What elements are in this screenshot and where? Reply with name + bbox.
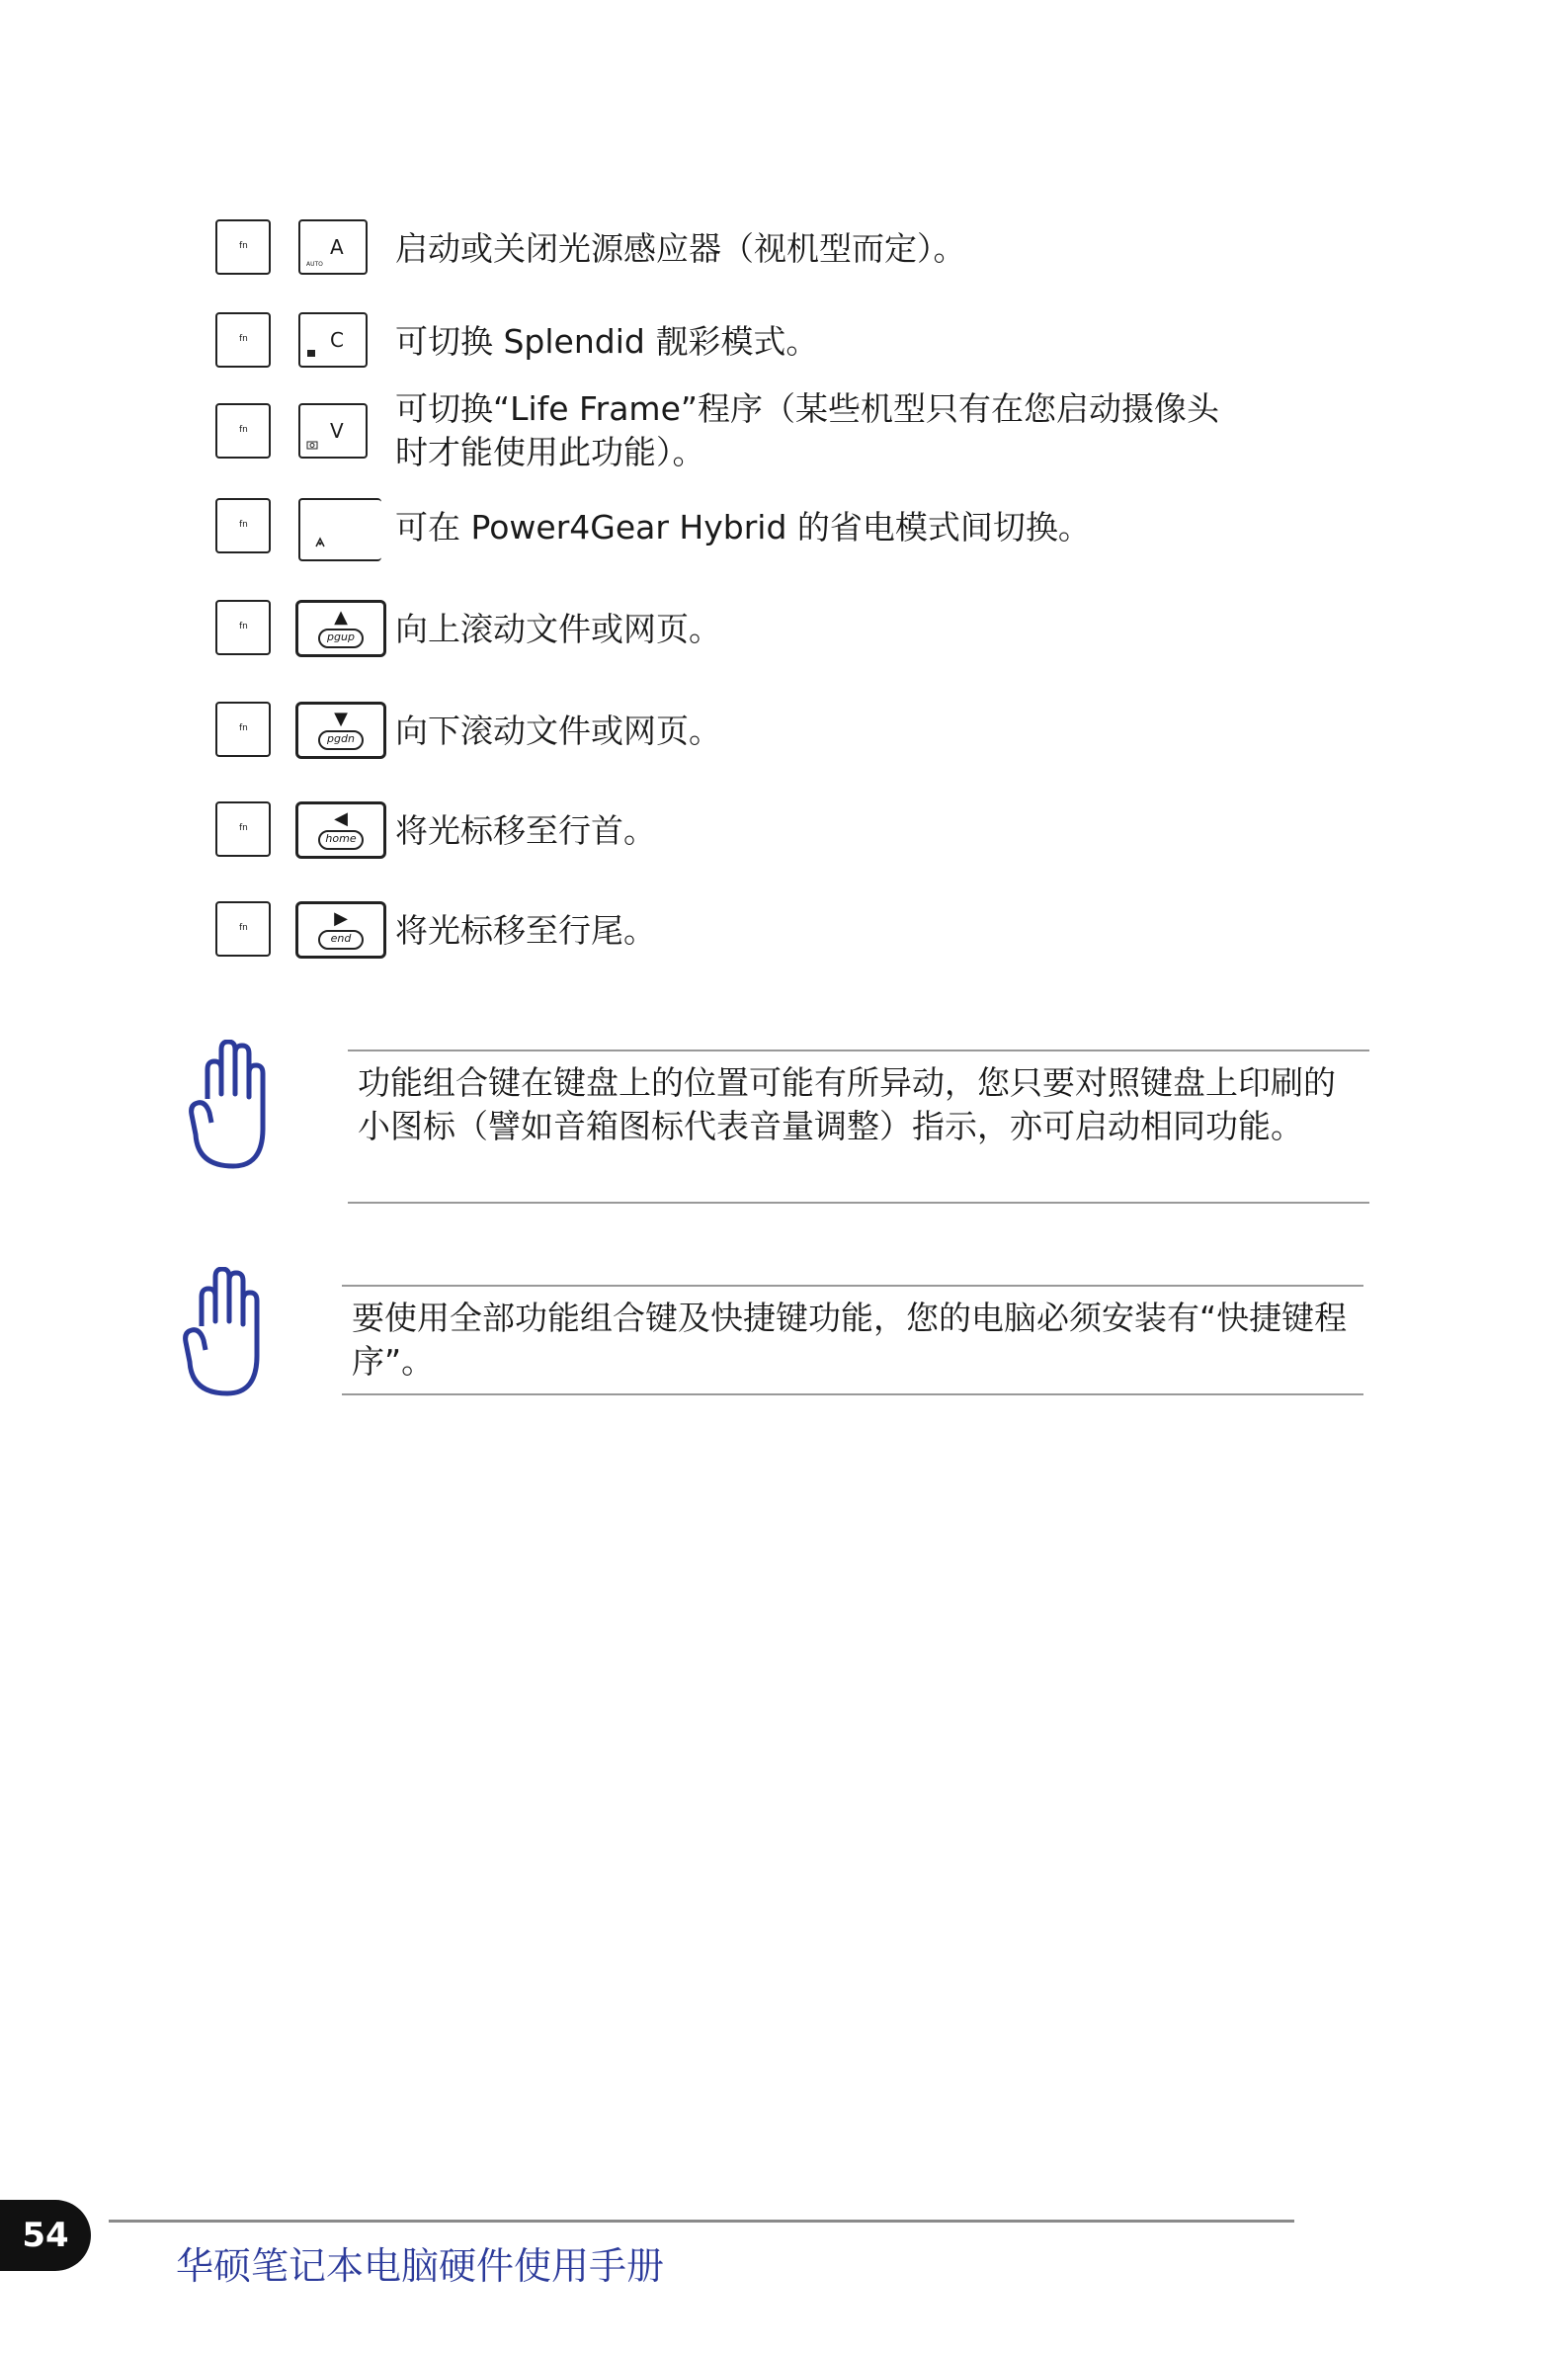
shortcut-row-home xyxy=(215,801,1401,871)
fn-key-label: fn xyxy=(239,425,248,435)
shortcut-row-splendid xyxy=(215,312,1401,381)
key-v xyxy=(298,403,368,459)
shortcut-description: 可切换“Life Frame”程序（某些机型只有在您启动摄像头 xyxy=(395,389,1219,428)
footer-rule xyxy=(109,2220,1294,2223)
fn-key xyxy=(215,219,271,275)
auto-sensor-icon: AUTO xyxy=(306,261,323,268)
home-label: home xyxy=(318,830,364,850)
fn-key xyxy=(215,600,271,655)
end-label: end xyxy=(318,930,364,950)
shortcut-row-light-sensor xyxy=(215,219,1401,289)
key-a-letter: A xyxy=(330,235,344,259)
splendid-icon xyxy=(306,349,316,362)
shortcut-row-pgdn xyxy=(215,702,1401,771)
fn-key xyxy=(215,801,271,857)
hand-icon xyxy=(182,1267,277,1409)
note-text-box xyxy=(342,1285,1363,1395)
shortcut-row-pgup xyxy=(215,600,1401,669)
shortcut-row-power4gear xyxy=(215,498,1401,567)
fn-key-label: fn xyxy=(239,520,248,530)
page-number: 54 xyxy=(0,2200,91,2271)
key-c xyxy=(298,312,368,368)
footer-title: 华硕笔记本电脑硬件使用手册 xyxy=(176,2244,665,2288)
shortcut-row-end xyxy=(215,901,1401,970)
shortcut-description: 可在 Power4Gear Hybrid 的省电模式间切换。 xyxy=(395,508,1091,546)
shortcut-description-line2: 时才能使用此功能）。 xyxy=(395,433,705,471)
fn-key xyxy=(215,403,271,459)
key-pgdn xyxy=(295,702,386,759)
shortcut-description: 将光标移至行尾。 xyxy=(395,911,656,950)
fn-key-label: fn xyxy=(239,723,248,733)
key-v-letter: V xyxy=(330,419,344,443)
fn-key-label: fn xyxy=(239,622,248,631)
fn-key-label: fn xyxy=(239,823,248,833)
fn-key xyxy=(215,312,271,368)
key-pgup xyxy=(295,600,386,657)
key-a xyxy=(298,219,368,275)
note-text: 要使用全部功能组合键及快捷键功能，您的电脑必须安装有“快捷键程序”。 xyxy=(352,1299,1348,1381)
note-text: 功能组合键在键盘上的位置可能有所异动，您只要对照键盘上印刷的小图标（譬如音箱图标代表音量调整）指示，亦可启动相同功能。 xyxy=(358,1063,1336,1145)
key-c-letter: C xyxy=(330,328,344,352)
fn-key xyxy=(215,498,271,553)
shortcut-description: 向下滚动文件或网页。 xyxy=(395,712,721,750)
key-end xyxy=(295,901,386,959)
pgup-label: pgup xyxy=(318,629,364,648)
shortcut-row-life-frame xyxy=(215,389,1401,472)
power4gear-icon xyxy=(314,537,326,551)
arrow-right-icon: ▶ xyxy=(334,908,348,929)
arrow-down-icon: ▼ xyxy=(334,709,348,729)
note-text-box xyxy=(348,1050,1369,1204)
shortcut-description: 启动或关闭光源感应器（视机型而定）。 xyxy=(395,229,966,268)
fn-key xyxy=(215,901,271,957)
key-power4gear xyxy=(298,498,381,561)
shortcut-description: 可切换 Splendid 靓彩模式。 xyxy=(395,322,819,361)
fn-key-label: fn xyxy=(239,241,248,251)
hand-icon xyxy=(188,1040,283,1182)
camera-icon xyxy=(306,440,318,453)
shortcut-description: 将光标移至行首。 xyxy=(395,811,656,850)
arrow-left-icon: ◀ xyxy=(334,808,348,829)
shortcut-description: 向上滚动文件或网页。 xyxy=(395,610,721,648)
fn-key-label: fn xyxy=(239,334,248,344)
arrow-up-icon: ▲ xyxy=(334,607,348,628)
fn-key-label: fn xyxy=(239,923,248,933)
pgdn-label: pgdn xyxy=(318,730,364,750)
key-home xyxy=(295,801,386,859)
fn-key xyxy=(215,702,271,757)
